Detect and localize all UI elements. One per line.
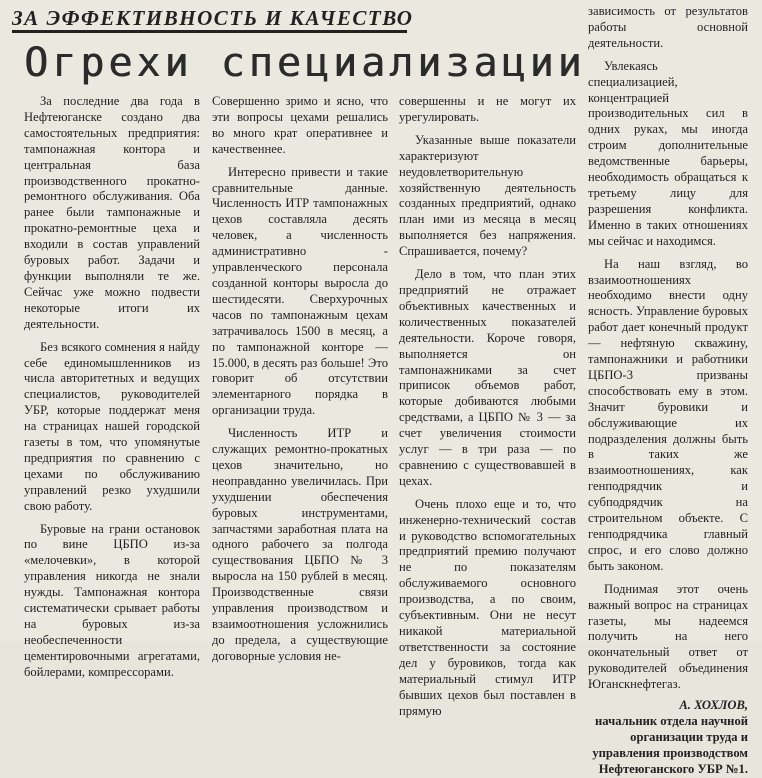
paragraph: Очень плохо еще и то, что инженерно-технический состав и руководство вспомогательных предприятий премию получают не по показателям обслуживаемого основного производства, а по своим, субъективным. Они не несут никакой материальной ответственности за состояние дел у буровиков, тогда как материальный стимул ИТР бывших цехов был поставлен в прямую	[399, 496, 576, 718]
paragraph-continuation: зависимость от результатов работы основной деятельности.	[588, 4, 748, 50]
paragraph: За последние два года в Нефтеюганске создано два самостоятельных предприятия: тампонажная контора и центральная база производственного прокатно-ремонтного обслуживания. Оба ранее были тампонажные и прокатно-ремонтные цеха и входили в состав управлений буровых работ. Задачи и функции выполняли те же. Сейчас уже можно подвести некоторые итоги их деятельности.	[24, 94, 200, 331]
article-column-4	[588, 4, 748, 776]
article-headline: Огрехи специализации	[24, 40, 586, 86]
paragraph: Увлекаясь специализацией, концентрацией производительных сил в одних руках, мы иногда строим дополнительные ведомственные барьеры, необходимость обращаться к третьему лицу для разрешения конфликта. Именно в таких отношениях мы сейчас и находимся.	[588, 58, 748, 248]
paragraph: Без всякого сомнения я найду себе единомышленников из числа авторитетных и ведущих специалистов, руководителей УБР, которые поддержат меня на страницах нашей городской газеты в том, что упомянутые предприятия по сравнению с цехами по обслуживанию управлений резко ухудшили свою работу.	[24, 339, 200, 513]
author-signature: А. ХОХЛОВ,	[679, 698, 748, 713]
paragraph: Интересно привести и такие сравнительные данные. Численность ИТР тампонажных цехов составляла десять человек, а численность административно - управленческого персонала созданной конторы выросла до шестидесяти. Сверхурочных часов по тампонажным цехам затрачивалось 1500 в месяц, а по тампонажной конторе — 15.000, в десять раз больше! Это говорит об отсутствии элементарного порядка в организации труда.	[212, 164, 388, 418]
rubric-heading: ЗА ЭФФЕКТИВНОСТЬ И КАЧЕСТВО	[12, 6, 407, 33]
paragraph: Поднимая этот очень важный вопрос на страницах газеты, мы надеемся получить на него окончательный ответ от руководителей объединения Юганскнефтегаз.	[588, 581, 748, 692]
paragraph-continuation: совершенны и не могут их урегулировать.	[399, 94, 576, 124]
paragraph: Буровые на грани остановок по вине ЦБПО из-за «мелочевки», в которой управления никогда не знали нужды. Тампонажная контора систематически срывает работы на буровых из-за необеспеченности цементировочными агрегатами, бойлерами, компрессорами.	[24, 521, 200, 679]
paragraph: Дело в том, что план этих предприятий не отражает объективных качественных и количественных показателей деятельности. Короче говоря, выполняется он тампонажниками за счет приписок объемов работ, которые добиваются любыми средствами, а ЦБПО № 3 — за счет увеличения стоимости услуг — в три раза — по сравнению с существовавшей в цехах.	[399, 267, 576, 488]
author-position: начальник отдела научной организации труда и управления производством Нефтеюганского УБР №1.	[592, 713, 748, 776]
article-column-3	[399, 94, 576, 718]
paragraph: Численность ИТР и служащих ремонтно-прокатных цехов значительно, но неоправданно увеличилась. При ухудшении обеспечения буровых инструментами, запчастями заработная плата на одного рабочего за полгода существования ЦБПО № 3 выросла на 150 рублей в месяц. Производственные связи управления производством и взаимоотношения усложнились до предела, а существующие договорные условия не-	[212, 426, 388, 663]
paragraph: На наш взгляд, во взаимоотношениях необходимо внести одну ясность. Управление буровых работ дает конечный продукт — нефтяную скважину, тампонажники и работники ЦБПО-3 призваны способствовать ему в этом. Значит буровики и обслуживающие их подразделения должны быть в таких же взаимоотношениях, как генподрядчик и субподрядчик на строительном объекте. С генподрядчика главный спрос, и его слово должно быть законом.	[588, 256, 748, 573]
article-column-2	[212, 94, 388, 663]
article-column-1	[24, 94, 200, 679]
paragraph: Указанные выше показатели характеризуют неудовлетворительную хозяйственную деятельность созданных предприятий, однако план ими из месяца в месяц выполняется без напряжения. Спрашивается, почему?	[399, 132, 576, 259]
paragraph-continuation: Совершенно зримо и ясно, что эти вопросы цехами решались во много крат оперативнее и качественнее.	[212, 94, 388, 156]
